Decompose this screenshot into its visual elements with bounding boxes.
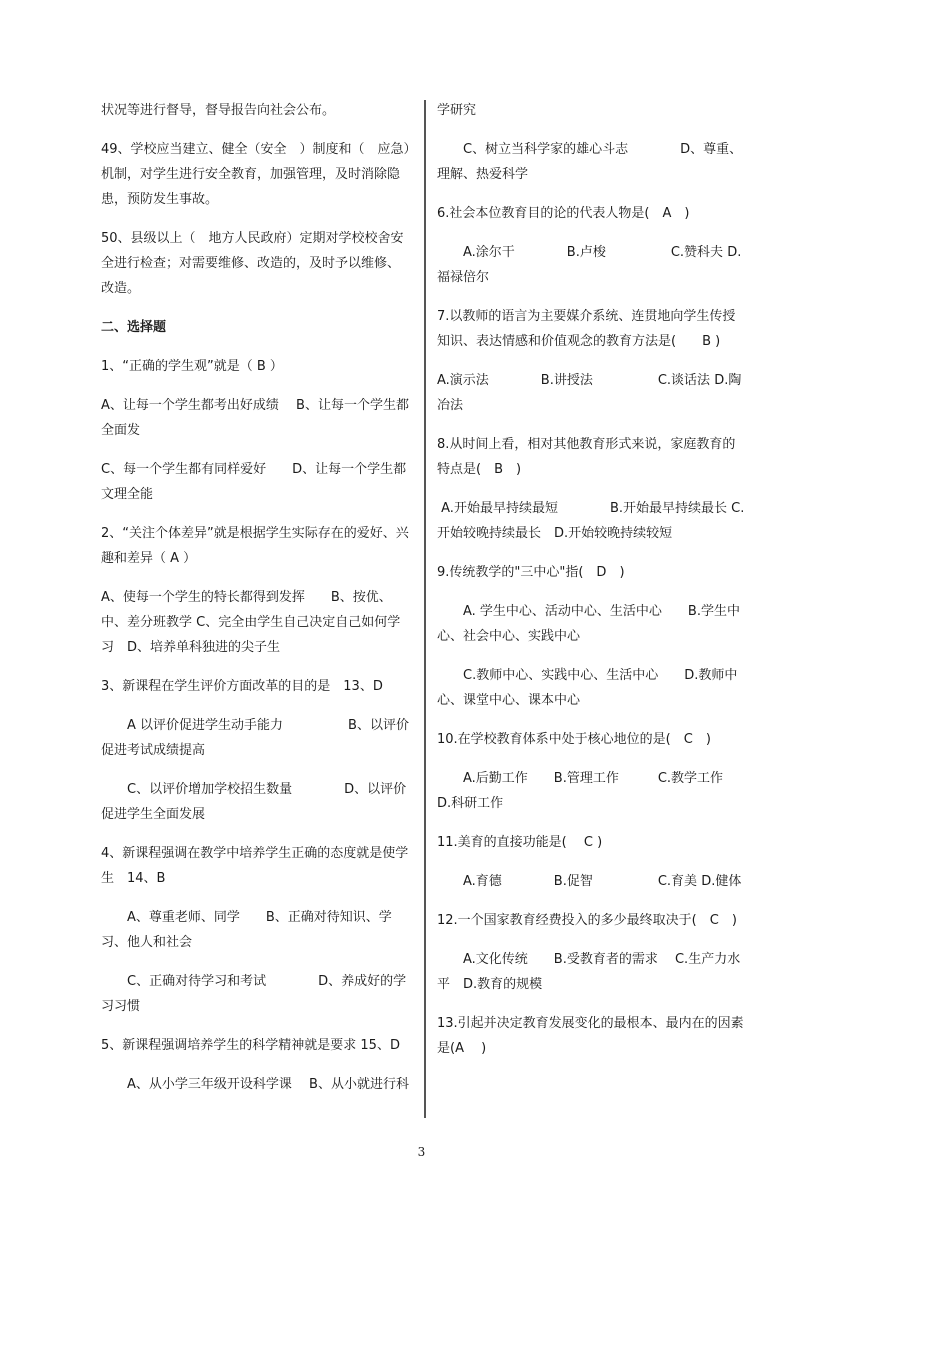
question: 11.美育的直接功能是( C )	[437, 835, 603, 850]
paragraph: 学研究	[437, 103, 477, 118]
paragraph: 50、县级以上（ 地方人民政府）定期对学校校舍安全进行检查；对需要维修、改造的，及时予以维修、改造。	[101, 231, 404, 296]
question: 3、新课程在学生评价方面改革的目的是 13、D	[101, 679, 383, 694]
right-column	[437, 98, 750, 1075]
question: 10.在学校教育体系中处于核心地位的是( C )	[437, 732, 711, 747]
options: A、让每一个学生都考出好成绩 B、让每一个学生都全面发	[101, 398, 409, 438]
question: 4、新课程强调在教学中培养学生正确的态度就是使学生 14、B	[101, 846, 409, 886]
options: A、从小学三年级开设科学课 B、从小就进行科	[101, 1077, 409, 1092]
question: 13.引起并决定教育发展变化的最根本、最内在的因素是(A )	[437, 1016, 744, 1056]
options: A.涂尔干 B.卢梭 C.赞科夫 D.福禄倍尔	[437, 245, 742, 285]
options: C、以评价增加学校招生数量 D、以评价促进学生全面发展	[101, 782, 407, 822]
options: C、正确对待学习和考试 D、养成好的学习习惯	[101, 974, 407, 1014]
question: 8.从时间上看，相对其他教育形式来说，家庭教育的特点是( B )	[437, 437, 736, 477]
options: A. 学生中心、活动中心、生活中心 B.学生中心、社会中心、实践中心	[437, 604, 740, 644]
options: A、使每一个学生的特长都得到发挥 B、按优、中、差分班教学 C、完全由学生自己决定自己如何学习 D、培养单科独进的尖子生	[101, 590, 401, 655]
page-number: 3	[417, 1145, 426, 1159]
paragraph: 49、学校应当建立、健全（安全 ）制度和（ 应急）机制，对学生进行安全教育，加强管理，及时消除隐患，预防发生事故。	[101, 142, 411, 207]
question: 9.传统教学的"三中心"指( D )	[437, 565, 625, 580]
question: 12.一个国家教育经费投入的多少最终取决于( C )	[437, 913, 737, 928]
question: 6.社会本位教育目的论的代表人物是( A )	[437, 206, 690, 221]
question: 2、“关注个体差异”就是根据学生实际存在的爱好、兴趣和差异（ A ）	[101, 526, 409, 566]
question: 1、“正确的学生观”就是（ B ）	[101, 359, 283, 374]
section-heading: 二、选择题	[101, 320, 167, 335]
column-divider	[424, 100, 426, 1118]
options: C、每一个学生都有同样爱好 D、让每一个学生都文理全能	[101, 462, 407, 502]
options: C.教师中心、实践中心、生活中心 D.教师中心、课堂中心、课本中心	[437, 668, 738, 708]
paragraph: 状况等进行督导，督导报告向社会公布。	[101, 103, 336, 118]
options: A.演示法 B.讲授法 C.谈话法 D.陶冶法	[437, 373, 742, 413]
options: A.育德 B.促智 C.育美 D.健体	[437, 874, 742, 889]
options: C、树立当科学家的雄心斗志 D、尊重、理解、热爱科学	[437, 142, 743, 182]
question: 5、新课程强调培养学生的科学精神就是要求 15、D	[101, 1038, 400, 1053]
question: 7.以教师的语言为主要媒介系统、连贯地向学生传授知识、表达情感和价值观念的教育方法是( B )	[437, 309, 736, 349]
options: A.开始最早持续最短 B.开始最早持续最长 C.开始较晚持续最长 D.开始较晚持续较短	[437, 501, 745, 541]
options: A.后勤工作 B.管理工作 C.教学工作 D.科研工作	[437, 771, 750, 811]
left-column	[101, 98, 411, 1111]
options: A 以评价促进学生动手能力 B、以评价促进考试成绩提高	[101, 718, 409, 758]
options: A、尊重老师、同学 B、正确对待知识、学习、他人和社会	[101, 910, 392, 950]
options: A.文化传统 B.受教育者的需求 C.生产力水平 D.教育的规模	[437, 952, 741, 992]
